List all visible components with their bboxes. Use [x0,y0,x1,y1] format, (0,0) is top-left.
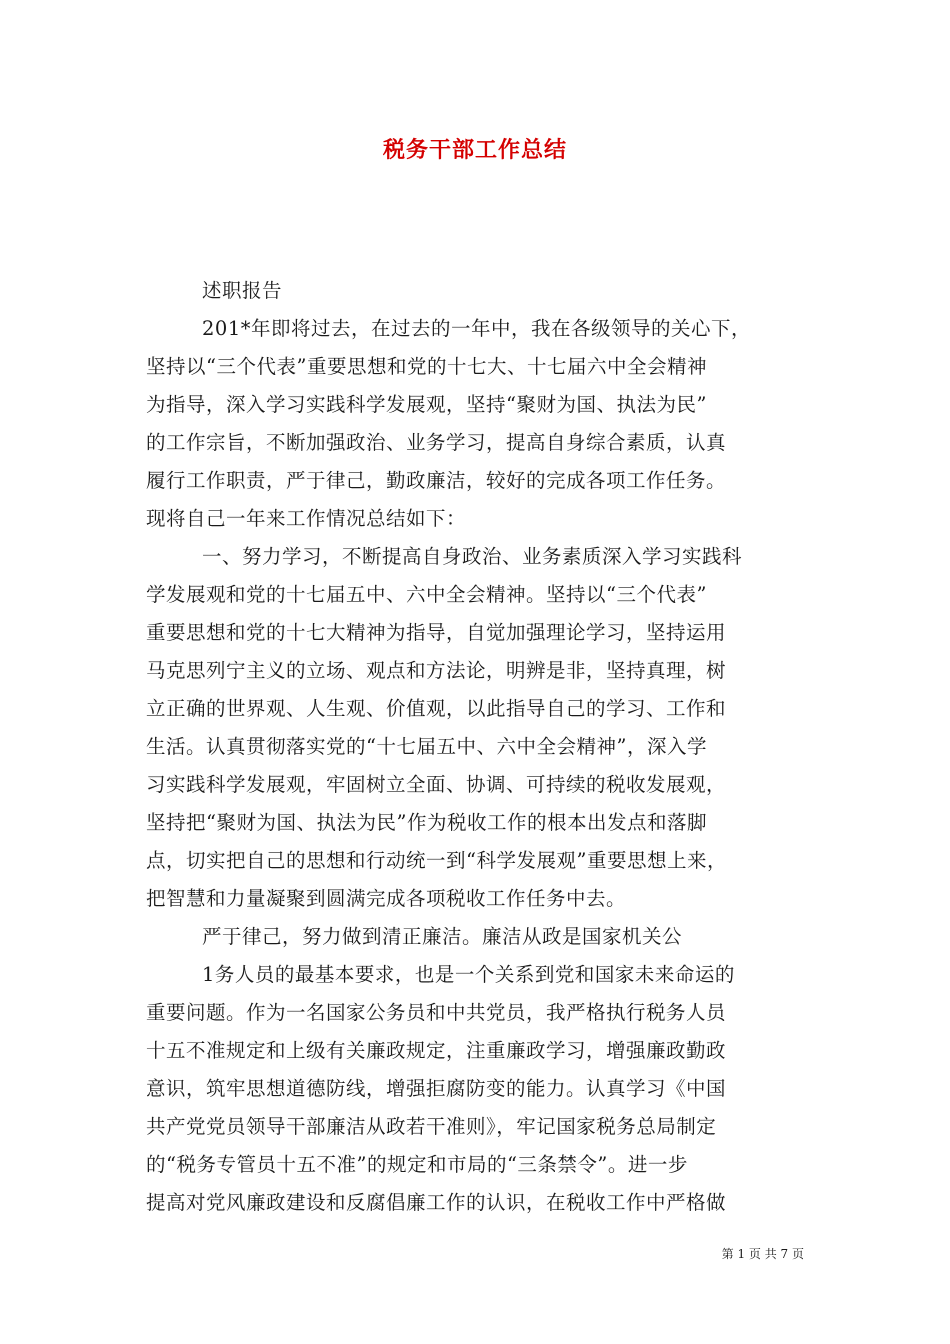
text-line: 习实践科学发展观，牢固树立全面、协调、可持续的税收发展观， [146,773,727,796]
text-line: 的“税务专管员十五不准”的规定和市局的“三条禁令”。进一步 [146,1153,688,1176]
text-line: 现将自己一年来工作情况总结如下： [146,507,467,530]
text-line: 一、努力学习，不断提高自身政治、业务素质深入学习实践科 [202,545,743,568]
text-line: 点，切实把自己的思想和行动统一到“科学发展观”重要思想上来， [146,849,727,872]
text-line: 马克思列宁主义的立场、观点和方法论，明辨是非，坚持真理，树 [146,659,727,682]
text-line: 生活。认真贯彻落实党的“十七届五中、六中全会精神”，深入学 [146,735,707,758]
text-line: 1务人员的最基本要求，也是一个关系到党和国家未来命运的 [202,963,735,986]
text-line: 的工作宗旨，不断加强政治、业务学习，提高自身综合素质，认真 [146,431,727,454]
text-line: 重要思想和党的十七大精神为指导，自觉加强理论学习，坚持运用 [146,621,727,644]
text-line: 坚持以“三个代表”重要思想和党的十七大、十七届六中全会精神 [146,355,707,378]
text-line: 严于律己，努力做到清正廉洁。廉洁从政是国家机关公 [202,925,683,948]
text-line: 学发展观和党的十七届五中、六中全会精神。坚持以“三个代表” [146,583,707,606]
text-line: 述职报告 [202,279,283,302]
text-line: 201*年即将过去，在过去的一年中，我在各级领导的关心下， [202,317,751,340]
text-line: 意识，筑牢思想道德防线，增强拒腐防变的能力。认真学习《中国 [146,1077,727,1100]
text-line: 提高对党风廉政建设和反腐倡廉工作的认识，在税收工作中严格做 [146,1191,727,1214]
page-number: 第 1 页 共 7 页 [721,1247,804,1261]
text-line: 履行工作职责，严于律己，勤政廉洁，较好的完成各项工作任务。 [146,469,727,492]
text-line: 立正确的世界观、人生观、价值观，以此指导自己的学习、工作和 [146,697,727,720]
text-line: 为指导，深入学习实践科学发展观，坚持“聚财为国、执法为民” [146,393,707,416]
text-line: 坚持把“聚财为国、执法为民”作为税收工作的根本出发点和落脚 [146,811,707,834]
text-line: 把智慧和力量凝聚到圆满完成各项税收工作任务中去。 [146,887,627,910]
text-line: 十五不准规定和上级有关廉政规定，注重廉政学习，增强廉政勤政 [146,1039,727,1062]
text-line: 共产党党员领导干部廉洁从政若干准则》，牢记国家税务总局制定 [146,1115,717,1138]
text-line: 重要问题。作为一名国家公务员和中共党员，我严格执行税务人员 [146,1001,727,1024]
document-title: 税务干部工作总结 [382,137,567,163]
